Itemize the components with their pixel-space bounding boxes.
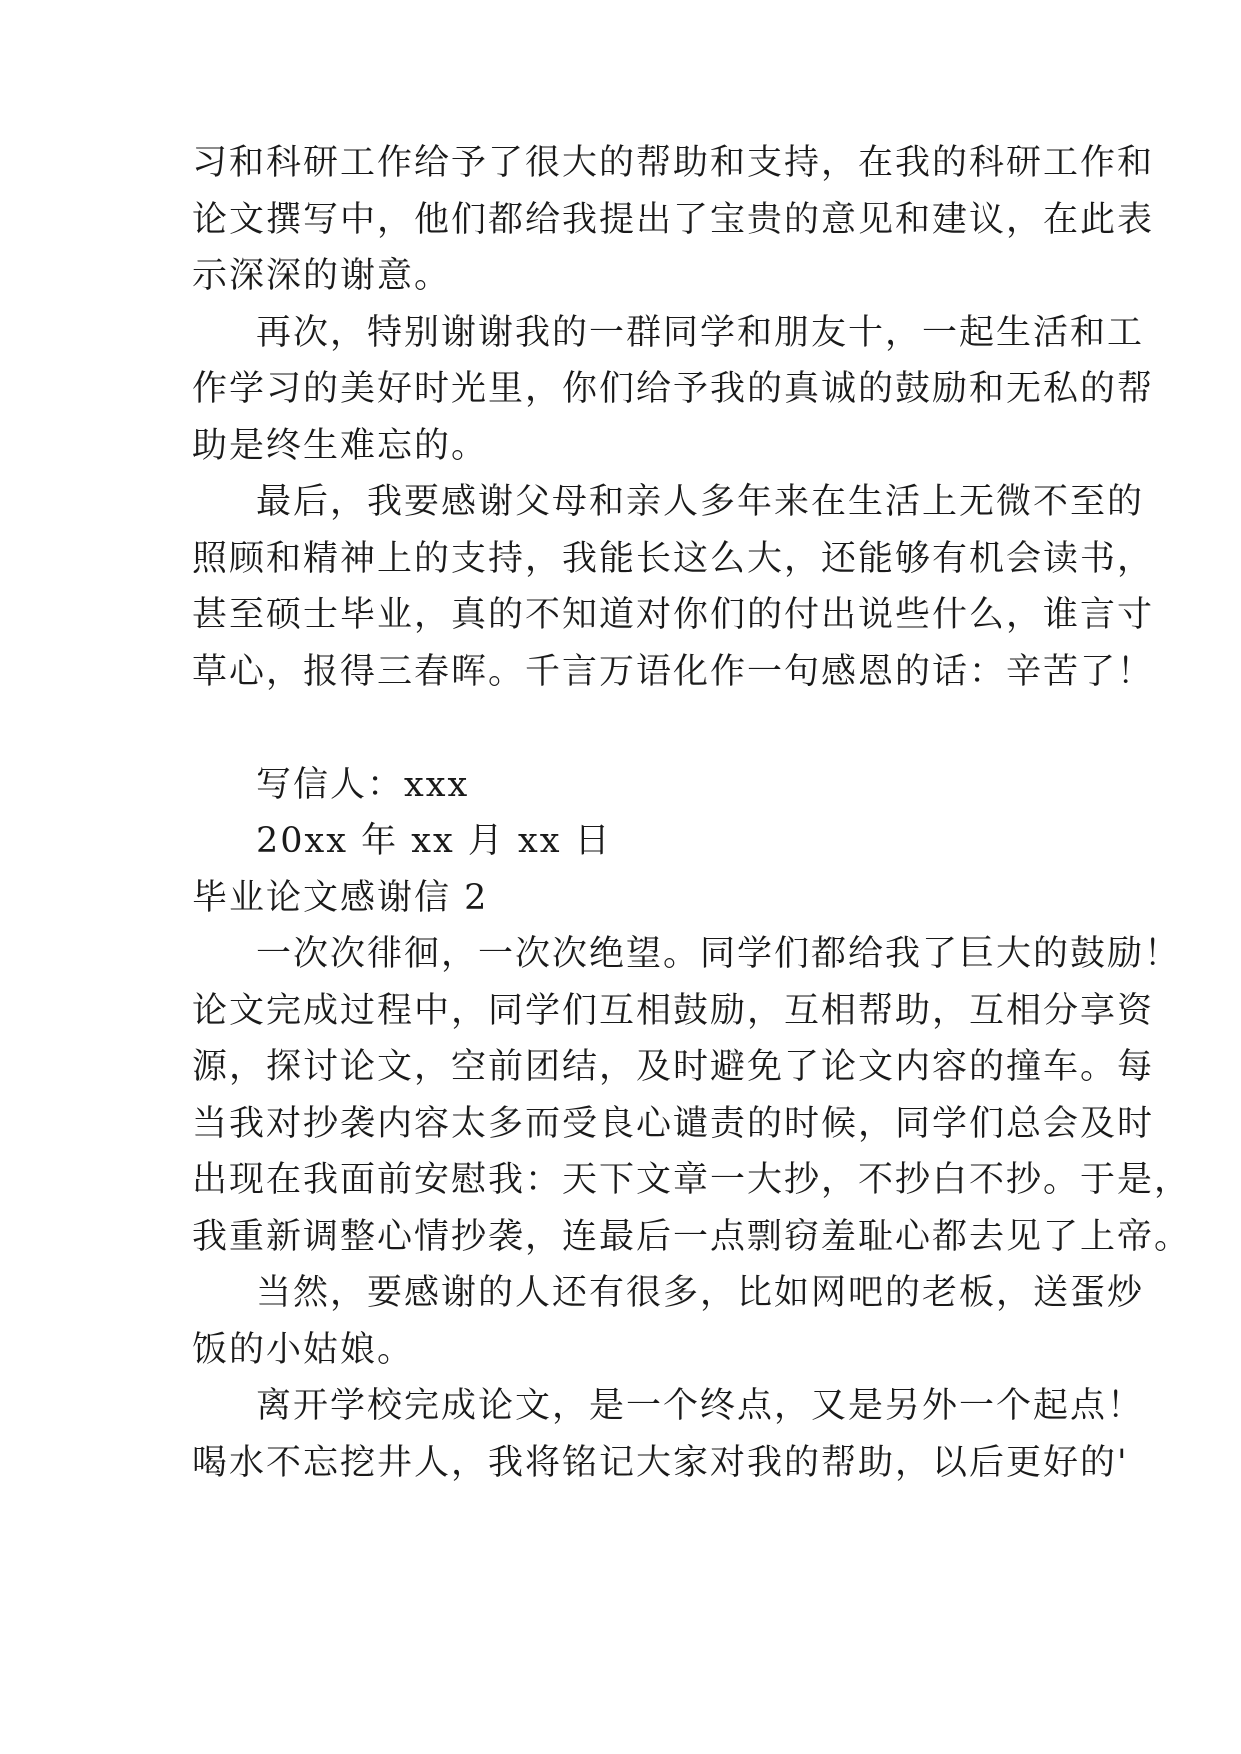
paragraph-line: 草心，报得三春晖。千言万语化作一句感恩的话：辛苦了！	[192, 652, 1155, 692]
paragraph-line: 喝水不忘挖井人，我将铭记大家对我的帮助，以后更好的'	[192, 1443, 1129, 1483]
signature: 写信人：xxx	[256, 765, 470, 805]
paragraph-line: 照顾和精神上的支持，我能长这么大，还能够有机会读书，	[192, 539, 1155, 579]
paragraph-line: 甚至硕士毕业，真的不知道对你们的付出说些什么，谁言寸	[192, 595, 1155, 635]
paragraph-line: 示深深的谢意。	[192, 256, 452, 296]
paragraph-line: 当然，要感谢的人还有很多，比如网吧的老板，送蛋炒	[256, 1273, 1145, 1313]
paragraph-line: 我重新调整心情抄袭，连最后一点剽窃羞耻心都去见了上帝。	[192, 1217, 1192, 1257]
paragraph-line: 论文完成过程中，同学们互相鼓励，互相帮助，互相分享资	[192, 991, 1155, 1031]
paragraph-line: 最后，我要感谢父母和亲人多年来在生活上无微不至的	[256, 482, 1145, 522]
paragraph-line: 再次，特别谢谢我的一群同学和朋友十，一起生活和工	[256, 313, 1145, 353]
paragraph-line: 饭的小姑娘。	[192, 1330, 415, 1370]
paragraph-line: 当我对抄袭内容太多而受良心谴责的时候，同学们总会及时	[192, 1104, 1155, 1144]
date: 20xx 年 xx 月 xx 日	[256, 821, 612, 861]
paragraph-line: 论文撰写中，他们都给我提出了宝贵的意见和建议，在此表	[192, 200, 1155, 240]
paragraph-line: 作学习的美好时光里，你们给予我的真诚的鼓励和无私的帮	[192, 369, 1155, 409]
paragraph-line: 习和科研工作给予了很大的帮助和支持，在我的科研工作和	[192, 143, 1155, 183]
paragraph-line: 离开学校完成论文，是一个终点，又是另外一个起点！	[256, 1386, 1145, 1426]
paragraph-line: 源，探讨论文，空前团结，及时避免了论文内容的撞车。每	[192, 1047, 1155, 1087]
paragraph-line: 一次次徘徊，一次次绝望。同学们都给我了巨大的鼓励！	[256, 934, 1182, 974]
paragraph-line: 出现在我面前安慰我：天下文章一大抄，不抄白不抄。于是，	[192, 1160, 1192, 1200]
paragraph-line: 助是终生难忘的。	[192, 426, 489, 466]
section-title: 毕业论文感谢信 2	[192, 878, 489, 918]
